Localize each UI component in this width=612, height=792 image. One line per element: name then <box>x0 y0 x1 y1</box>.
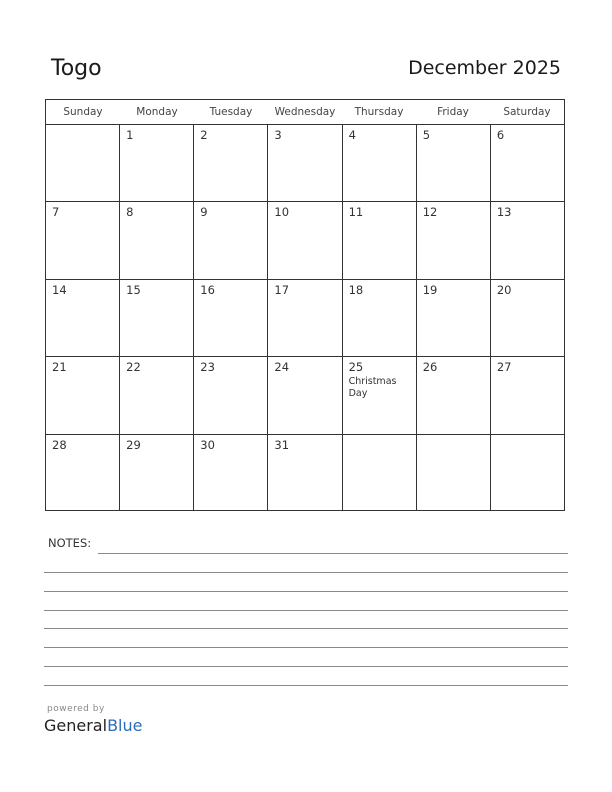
day-number: 25 <box>348 360 364 375</box>
day-number: 9 <box>200 205 208 220</box>
day-cell <box>268 435 342 511</box>
notes-line <box>44 610 568 611</box>
day-number: 22 <box>126 360 141 375</box>
day-cell <box>46 357 120 433</box>
day-number: 23 <box>200 360 215 375</box>
week-row <box>46 202 564 279</box>
day-number: 2 <box>200 128 208 142</box>
weekday-saturday: Saturday <box>503 106 551 118</box>
calendar-grid <box>45 99 565 511</box>
day-cell <box>120 435 194 511</box>
weekday-sunday: Sunday <box>63 106 103 118</box>
day-cell <box>46 280 120 356</box>
notes-line <box>44 685 568 686</box>
weekday-thursday: Thursday <box>354 106 404 118</box>
day-cell <box>120 202 194 278</box>
holiday-label: Christmas Day <box>348 376 397 400</box>
calendar-weeks <box>46 125 564 511</box>
logo-general: General <box>44 716 108 735</box>
day-number: 14 <box>52 282 67 297</box>
day-number: 24 <box>274 360 290 375</box>
week-row <box>46 357 564 434</box>
day-number: 30 <box>200 437 215 452</box>
day-cell <box>417 357 491 433</box>
day-cell <box>268 357 342 433</box>
day-cell <box>417 280 491 356</box>
day-cell <box>343 357 417 433</box>
day-number: 16 <box>200 282 215 297</box>
day-cell <box>491 357 564 433</box>
day-cell <box>46 125 120 201</box>
logo-blue: Blue <box>107 716 143 735</box>
day-cell <box>268 280 342 356</box>
day-number: 13 <box>496 205 512 220</box>
day-cell <box>417 202 491 278</box>
day-number: 3 <box>274 128 282 142</box>
week-row <box>46 435 564 511</box>
day-number: 1 <box>126 128 134 142</box>
day-number: 5 <box>422 128 431 142</box>
day-number: 17 <box>274 282 290 297</box>
day-cell <box>268 125 342 201</box>
weekday-header-row <box>46 100 564 125</box>
day-cell <box>491 202 564 278</box>
day-cell <box>491 435 564 511</box>
country-title: Togo <box>51 56 102 81</box>
week-row <box>46 125 564 202</box>
notes-line <box>44 591 568 592</box>
weekday-wednesday: Wednesday <box>274 106 336 118</box>
day-cell <box>417 435 491 511</box>
powered-by-text: powered by <box>47 704 105 714</box>
day-number: 10 <box>274 205 290 220</box>
week-row <box>46 280 564 357</box>
day-cell <box>194 280 268 356</box>
day-number: 31 <box>274 437 290 452</box>
day-number: 6 <box>496 128 505 142</box>
notes-line <box>44 647 568 648</box>
day-cell <box>194 357 268 433</box>
day-cell <box>417 125 491 201</box>
notes-line <box>44 666 568 667</box>
day-cell <box>343 202 417 278</box>
day-cell <box>343 280 417 356</box>
day-cell <box>194 435 268 511</box>
day-cell <box>343 125 417 201</box>
day-cell <box>120 125 194 201</box>
day-number: 8 <box>126 205 134 220</box>
day-number: 19 <box>422 282 438 297</box>
weekday-tuesday: Tuesday <box>209 106 253 118</box>
day-number: 29 <box>126 437 141 452</box>
day-cell <box>46 202 120 278</box>
day-cell <box>491 125 564 201</box>
day-number: 27 <box>496 360 512 375</box>
day-number: 18 <box>348 282 364 297</box>
day-cell <box>491 280 564 356</box>
month-year-title: December 2025 <box>408 57 561 79</box>
day-number: 26 <box>422 360 438 375</box>
weekday-monday: Monday <box>136 106 178 118</box>
day-number: 20 <box>496 282 512 297</box>
day-number: 7 <box>52 205 60 220</box>
day-cell <box>120 357 194 433</box>
notes-line <box>98 553 568 554</box>
notes-line <box>44 628 568 629</box>
day-cell <box>120 280 194 356</box>
day-number: 28 <box>52 437 67 452</box>
day-number: 15 <box>126 282 141 297</box>
day-number: 11 <box>348 205 364 220</box>
day-cell <box>343 435 417 511</box>
day-number: 12 <box>422 205 438 220</box>
notes-label: NOTES: <box>48 536 92 550</box>
notes-line <box>44 572 568 573</box>
day-cell <box>46 435 120 511</box>
day-cell <box>194 202 268 278</box>
day-cell <box>194 125 268 201</box>
weekday-friday: Friday <box>437 106 469 118</box>
day-number: 4 <box>348 128 356 142</box>
day-cell <box>268 202 342 278</box>
day-number: 21 <box>52 360 67 375</box>
generalblue-logo <box>44 716 142 735</box>
